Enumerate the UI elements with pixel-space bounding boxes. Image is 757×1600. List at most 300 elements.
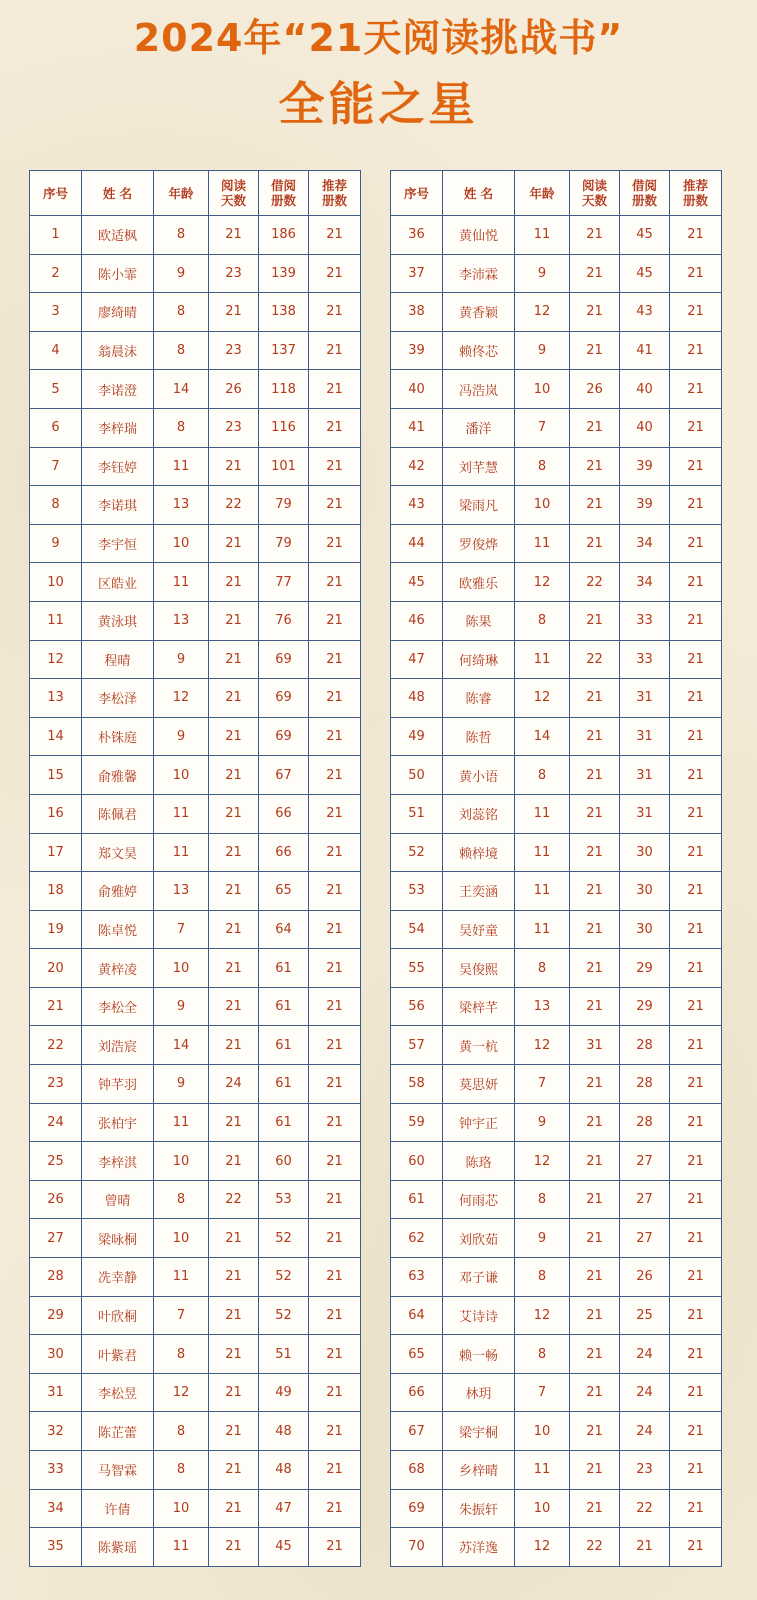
cell-age: 11 (154, 1258, 209, 1297)
cell-age: 13 (154, 601, 209, 640)
cell-name: 吴妤童 (443, 910, 515, 949)
cell-read-days: 21 (570, 794, 620, 833)
cell-read-days: 21 (209, 1335, 259, 1374)
cell-borrowed: 139 (259, 254, 309, 293)
cell-read-days: 21 (209, 1451, 259, 1490)
table-body (391, 216, 722, 1567)
cell-seq: 46 (391, 601, 443, 640)
table-row (30, 1142, 361, 1181)
cell-borrowed: 52 (259, 1296, 309, 1335)
cell-borrowed: 79 (259, 524, 309, 563)
cell-recommended: 21 (309, 1528, 361, 1567)
cell-name: 朱振轩 (443, 1489, 515, 1528)
cell-age: 9 (154, 717, 209, 756)
cell-age: 8 (154, 216, 209, 255)
table-row (391, 1373, 722, 1412)
cell-borrowed: 69 (259, 640, 309, 679)
cell-seq: 34 (30, 1489, 82, 1528)
cell-age: 7 (515, 1373, 570, 1412)
table-row (30, 640, 361, 679)
cell-seq: 30 (30, 1335, 82, 1374)
cell-borrowed: 27 (620, 1219, 670, 1258)
cell-seq: 47 (391, 640, 443, 679)
table-row (30, 1335, 361, 1374)
cell-name: 何绮琳 (443, 640, 515, 679)
cell-borrowed: 33 (620, 640, 670, 679)
cell-seq: 19 (30, 910, 82, 949)
cell-seq: 28 (30, 1258, 82, 1297)
cell-read-days: 21 (570, 293, 620, 332)
cell-name: 李诺澄 (82, 370, 154, 409)
cell-recommended: 21 (670, 1373, 722, 1412)
cell-age: 9 (154, 987, 209, 1026)
cell-read-days: 23 (209, 254, 259, 293)
cell-seq: 24 (30, 1103, 82, 1142)
cell-name: 艾诗诗 (443, 1296, 515, 1335)
cell-name: 刘浩宸 (82, 1026, 154, 1065)
cell-borrowed: 64 (259, 910, 309, 949)
cell-name: 李诺琪 (82, 486, 154, 525)
cell-name: 赖一畅 (443, 1335, 515, 1374)
table-row (391, 987, 722, 1026)
cell-seq: 61 (391, 1180, 443, 1219)
cell-seq: 53 (391, 872, 443, 911)
cell-borrowed: 48 (259, 1412, 309, 1451)
cell-borrowed: 53 (259, 1180, 309, 1219)
table-row (30, 524, 361, 563)
cell-read-days: 23 (209, 331, 259, 370)
table-row (391, 794, 722, 833)
cell-seq: 29 (30, 1296, 82, 1335)
cell-seq: 41 (391, 408, 443, 447)
cell-name: 梁咏桐 (82, 1219, 154, 1258)
ranking-table-left (29, 170, 361, 1567)
cell-name: 梁宇桐 (443, 1412, 515, 1451)
cell-age: 12 (515, 1296, 570, 1335)
ranking-table-right (390, 170, 722, 1567)
cell-borrowed: 61 (259, 1026, 309, 1065)
cell-age: 11 (154, 794, 209, 833)
table-row (391, 949, 722, 988)
cell-read-days: 22 (570, 563, 620, 602)
cell-borrowed: 24 (620, 1335, 670, 1374)
cell-read-days: 21 (209, 949, 259, 988)
cell-name: 潘洋 (443, 408, 515, 447)
cell-age: 11 (515, 640, 570, 679)
cell-recommended: 21 (309, 1103, 361, 1142)
table-row (391, 293, 722, 332)
cell-read-days: 21 (209, 756, 259, 795)
cell-age: 10 (154, 1489, 209, 1528)
cell-name: 刘芊慧 (443, 447, 515, 486)
cell-borrowed: 26 (620, 1258, 670, 1297)
cell-seq: 43 (391, 486, 443, 525)
cell-seq: 36 (391, 216, 443, 255)
cell-recommended: 21 (309, 1489, 361, 1528)
table-row (391, 1451, 722, 1490)
cell-seq: 67 (391, 1412, 443, 1451)
cell-age: 8 (154, 1180, 209, 1219)
cell-name: 梁雨凡 (443, 486, 515, 525)
cell-seq: 56 (391, 987, 443, 1026)
cell-recommended: 21 (309, 293, 361, 332)
cell-borrowed: 69 (259, 717, 309, 756)
cell-age: 12 (515, 293, 570, 332)
cell-borrowed: 60 (259, 1142, 309, 1181)
cell-age: 14 (154, 1026, 209, 1065)
cell-borrowed: 65 (259, 872, 309, 911)
table-row (30, 1258, 361, 1297)
table-row (391, 679, 722, 718)
cell-age: 10 (154, 524, 209, 563)
cell-seq: 18 (30, 872, 82, 911)
table-row (391, 910, 722, 949)
cell-age: 10 (515, 1412, 570, 1451)
table-row (30, 910, 361, 949)
cell-seq: 20 (30, 949, 82, 988)
table-row (391, 640, 722, 679)
cell-recommended: 21 (670, 1451, 722, 1490)
cell-age: 8 (154, 331, 209, 370)
cell-recommended: 21 (670, 1180, 722, 1219)
cell-borrowed: 66 (259, 794, 309, 833)
cell-age: 11 (154, 1103, 209, 1142)
cell-seq: 17 (30, 833, 82, 872)
cell-recommended: 21 (670, 794, 722, 833)
cell-read-days: 21 (570, 717, 620, 756)
cell-recommended: 21 (670, 1528, 722, 1567)
cell-seq: 38 (391, 293, 443, 332)
cell-borrowed: 34 (620, 563, 670, 602)
cell-borrowed: 31 (620, 756, 670, 795)
cell-read-days: 22 (570, 1528, 620, 1567)
cell-recommended: 21 (670, 949, 722, 988)
cell-borrowed: 28 (620, 1103, 670, 1142)
cell-read-days: 22 (209, 1180, 259, 1219)
cell-seq: 70 (391, 1528, 443, 1567)
cell-name: 欧雅乐 (443, 563, 515, 602)
cell-borrowed: 52 (259, 1258, 309, 1297)
cell-read-days: 21 (570, 408, 620, 447)
cell-name: 梁梓芊 (443, 987, 515, 1026)
cell-read-days: 24 (209, 1065, 259, 1104)
cell-name: 钟芊羽 (82, 1065, 154, 1104)
cell-seq: 52 (391, 833, 443, 872)
cell-borrowed: 21 (620, 1528, 670, 1567)
cell-read-days: 21 (570, 216, 620, 255)
cell-age: 10 (515, 486, 570, 525)
table-row (30, 447, 361, 486)
cell-seq: 65 (391, 1335, 443, 1374)
cell-read-days: 21 (570, 833, 620, 872)
cell-recommended: 21 (670, 717, 722, 756)
cell-borrowed: 40 (620, 408, 670, 447)
cell-name: 黄一杭 (443, 1026, 515, 1065)
cell-read-days: 21 (209, 1489, 259, 1528)
cell-read-days: 21 (570, 331, 620, 370)
cell-recommended: 21 (309, 1412, 361, 1451)
cell-recommended: 21 (670, 640, 722, 679)
cell-recommended: 21 (309, 640, 361, 679)
cell-name: 陈睿 (443, 679, 515, 718)
table-row (391, 1296, 722, 1335)
cell-age: 10 (154, 949, 209, 988)
cell-recommended: 21 (309, 331, 361, 370)
cell-seq: 16 (30, 794, 82, 833)
cell-recommended: 21 (309, 910, 361, 949)
cell-read-days: 23 (209, 408, 259, 447)
cell-borrowed: 31 (620, 717, 670, 756)
cell-age: 8 (515, 1258, 570, 1297)
cell-read-days: 21 (209, 563, 259, 602)
cell-borrowed: 48 (259, 1451, 309, 1490)
cell-age: 12 (515, 1528, 570, 1567)
table-row (391, 1412, 722, 1451)
cell-age: 8 (515, 1180, 570, 1219)
cell-name: 张柏宇 (82, 1103, 154, 1142)
table-row (30, 601, 361, 640)
cell-seq: 5 (30, 370, 82, 409)
table-row (391, 1528, 722, 1567)
cell-age: 13 (154, 486, 209, 525)
cell-name: 黄泳琪 (82, 601, 154, 640)
column-header-borrowed: 借阅 册数 (620, 171, 670, 216)
cell-recommended: 21 (309, 717, 361, 756)
cell-seq: 37 (391, 254, 443, 293)
cell-name: 罗俊烨 (443, 524, 515, 563)
cell-seq: 45 (391, 563, 443, 602)
cell-read-days: 21 (209, 872, 259, 911)
cell-recommended: 21 (670, 408, 722, 447)
cell-read-days: 21 (209, 293, 259, 332)
cell-age: 12 (515, 1026, 570, 1065)
cell-age: 9 (515, 254, 570, 293)
table-row (391, 1180, 722, 1219)
table-row (30, 1219, 361, 1258)
cell-recommended: 21 (309, 1296, 361, 1335)
column-header-seq: 序号 (391, 171, 443, 216)
cell-name: 乡梓晴 (443, 1451, 515, 1490)
cell-seq: 39 (391, 331, 443, 370)
cell-read-days: 21 (209, 216, 259, 255)
cell-name: 区皓业 (82, 563, 154, 602)
column-header-recommended: 推荐 册数 (309, 171, 361, 216)
cell-recommended: 21 (670, 254, 722, 293)
table-row (391, 872, 722, 911)
cell-seq: 42 (391, 447, 443, 486)
table-row (30, 756, 361, 795)
cell-borrowed: 23 (620, 1451, 670, 1490)
cell-name: 陈珞 (443, 1142, 515, 1181)
cell-borrowed: 61 (259, 1065, 309, 1104)
cell-read-days: 21 (209, 794, 259, 833)
cell-borrowed: 45 (620, 216, 670, 255)
cell-age: 12 (515, 679, 570, 718)
cell-age: 11 (154, 563, 209, 602)
cell-age: 11 (154, 447, 209, 486)
table-row (391, 1142, 722, 1181)
table-row (391, 370, 722, 409)
cell-recommended: 21 (670, 1335, 722, 1374)
cell-borrowed: 33 (620, 601, 670, 640)
cell-read-days: 21 (209, 1026, 259, 1065)
cell-recommended: 21 (670, 216, 722, 255)
table-row (391, 717, 722, 756)
cell-name: 赖梓境 (443, 833, 515, 872)
table-row (30, 216, 361, 255)
column-header-name: 姓 名 (443, 171, 515, 216)
cell-recommended: 21 (309, 1026, 361, 1065)
cell-age: 9 (515, 331, 570, 370)
cell-read-days: 21 (570, 756, 620, 795)
cell-recommended: 21 (309, 987, 361, 1026)
cell-recommended: 21 (309, 1219, 361, 1258)
cell-recommended: 21 (309, 447, 361, 486)
cell-name: 陈芷蕾 (82, 1412, 154, 1451)
table-row (391, 833, 722, 872)
cell-name: 苏洋逸 (443, 1528, 515, 1567)
cell-recommended: 21 (670, 1258, 722, 1297)
cell-borrowed: 31 (620, 679, 670, 718)
table-row (391, 524, 722, 563)
cell-recommended: 21 (670, 756, 722, 795)
cell-recommended: 21 (670, 1103, 722, 1142)
table-row (30, 872, 361, 911)
cell-age: 8 (515, 601, 570, 640)
cell-seq: 11 (30, 601, 82, 640)
table-row (391, 486, 722, 525)
cell-name: 陈佩君 (82, 794, 154, 833)
cell-read-days: 21 (570, 1065, 620, 1104)
cell-recommended: 21 (309, 1258, 361, 1297)
cell-read-days: 21 (570, 524, 620, 563)
table-row (30, 331, 361, 370)
cell-seq: 12 (30, 640, 82, 679)
cell-seq: 4 (30, 331, 82, 370)
cell-name: 李松全 (82, 987, 154, 1026)
table-row (391, 216, 722, 255)
cell-name: 黄梓凌 (82, 949, 154, 988)
table-row (30, 1065, 361, 1104)
cell-recommended: 21 (670, 1412, 722, 1451)
cell-name: 何雨芯 (443, 1180, 515, 1219)
cell-name: 叶欣桐 (82, 1296, 154, 1335)
cell-borrowed: 76 (259, 601, 309, 640)
cell-name: 欧适枫 (82, 216, 154, 255)
cell-seq: 26 (30, 1180, 82, 1219)
cell-age: 7 (154, 1296, 209, 1335)
cell-seq: 64 (391, 1296, 443, 1335)
cell-name: 黄小语 (443, 756, 515, 795)
table-body (30, 216, 361, 1567)
cell-recommended: 21 (670, 833, 722, 872)
cell-recommended: 21 (670, 987, 722, 1026)
column-header-name: 姓 名 (82, 171, 154, 216)
cell-name: 廖绮晴 (82, 293, 154, 332)
cell-seq: 49 (391, 717, 443, 756)
cell-read-days: 21 (209, 679, 259, 718)
cell-borrowed: 30 (620, 872, 670, 911)
cell-read-days: 21 (209, 717, 259, 756)
column-header-borrowed: 借阅 册数 (259, 171, 309, 216)
cell-seq: 60 (391, 1142, 443, 1181)
cell-read-days: 21 (209, 640, 259, 679)
cell-seq: 2 (30, 254, 82, 293)
cell-read-days: 21 (209, 601, 259, 640)
cell-recommended: 21 (670, 486, 722, 525)
column-header-recommended: 推荐 册数 (670, 171, 722, 216)
cell-name: 俞雅馨 (82, 756, 154, 795)
cell-read-days: 21 (209, 447, 259, 486)
cell-borrowed: 47 (259, 1489, 309, 1528)
cell-recommended: 21 (670, 293, 722, 332)
cell-read-days: 21 (570, 679, 620, 718)
cell-recommended: 21 (670, 601, 722, 640)
cell-read-days: 21 (570, 987, 620, 1026)
table-row (391, 254, 722, 293)
cell-name: 李梓淇 (82, 1142, 154, 1181)
cell-borrowed: 61 (259, 949, 309, 988)
cell-seq: 1 (30, 216, 82, 255)
cell-recommended: 21 (309, 679, 361, 718)
cell-name: 李钰婷 (82, 447, 154, 486)
cell-borrowed: 28 (620, 1026, 670, 1065)
cell-seq: 22 (30, 1026, 82, 1065)
cell-name: 陈紫瑶 (82, 1528, 154, 1567)
cell-borrowed: 61 (259, 987, 309, 1026)
cell-borrowed: 24 (620, 1373, 670, 1412)
cell-borrowed: 41 (620, 331, 670, 370)
table-row (391, 756, 722, 795)
cell-read-days: 21 (209, 833, 259, 872)
cell-borrowed: 27 (620, 1180, 670, 1219)
table-row (30, 833, 361, 872)
cell-read-days: 21 (570, 1219, 620, 1258)
cell-recommended: 21 (309, 1065, 361, 1104)
cell-recommended: 21 (670, 1219, 722, 1258)
cell-name: 郑文昊 (82, 833, 154, 872)
cell-name: 莫思妍 (443, 1065, 515, 1104)
cell-name: 俞雅婷 (82, 872, 154, 911)
cell-age: 14 (515, 717, 570, 756)
cell-read-days: 31 (570, 1026, 620, 1065)
table-row (391, 601, 722, 640)
cell-name: 吴俊熙 (443, 949, 515, 988)
cell-age: 11 (515, 524, 570, 563)
cell-seq: 13 (30, 679, 82, 718)
cell-read-days: 21 (570, 1373, 620, 1412)
cell-read-days: 21 (570, 1103, 620, 1142)
cell-read-days: 26 (570, 370, 620, 409)
cell-seq: 48 (391, 679, 443, 718)
cell-age: 8 (515, 1335, 570, 1374)
cell-seq: 14 (30, 717, 82, 756)
cell-age: 9 (154, 640, 209, 679)
cell-read-days: 21 (570, 1335, 620, 1374)
cell-seq: 3 (30, 293, 82, 332)
cell-read-days: 21 (570, 1489, 620, 1528)
cell-borrowed: 186 (259, 216, 309, 255)
cell-age: 7 (515, 408, 570, 447)
cell-age: 11 (515, 872, 570, 911)
cell-age: 10 (154, 1142, 209, 1181)
table-row (30, 1180, 361, 1219)
cell-read-days: 21 (209, 987, 259, 1026)
cell-recommended: 21 (670, 563, 722, 602)
cell-borrowed: 49 (259, 1373, 309, 1412)
cell-recommended: 21 (309, 486, 361, 525)
cell-seq: 62 (391, 1219, 443, 1258)
